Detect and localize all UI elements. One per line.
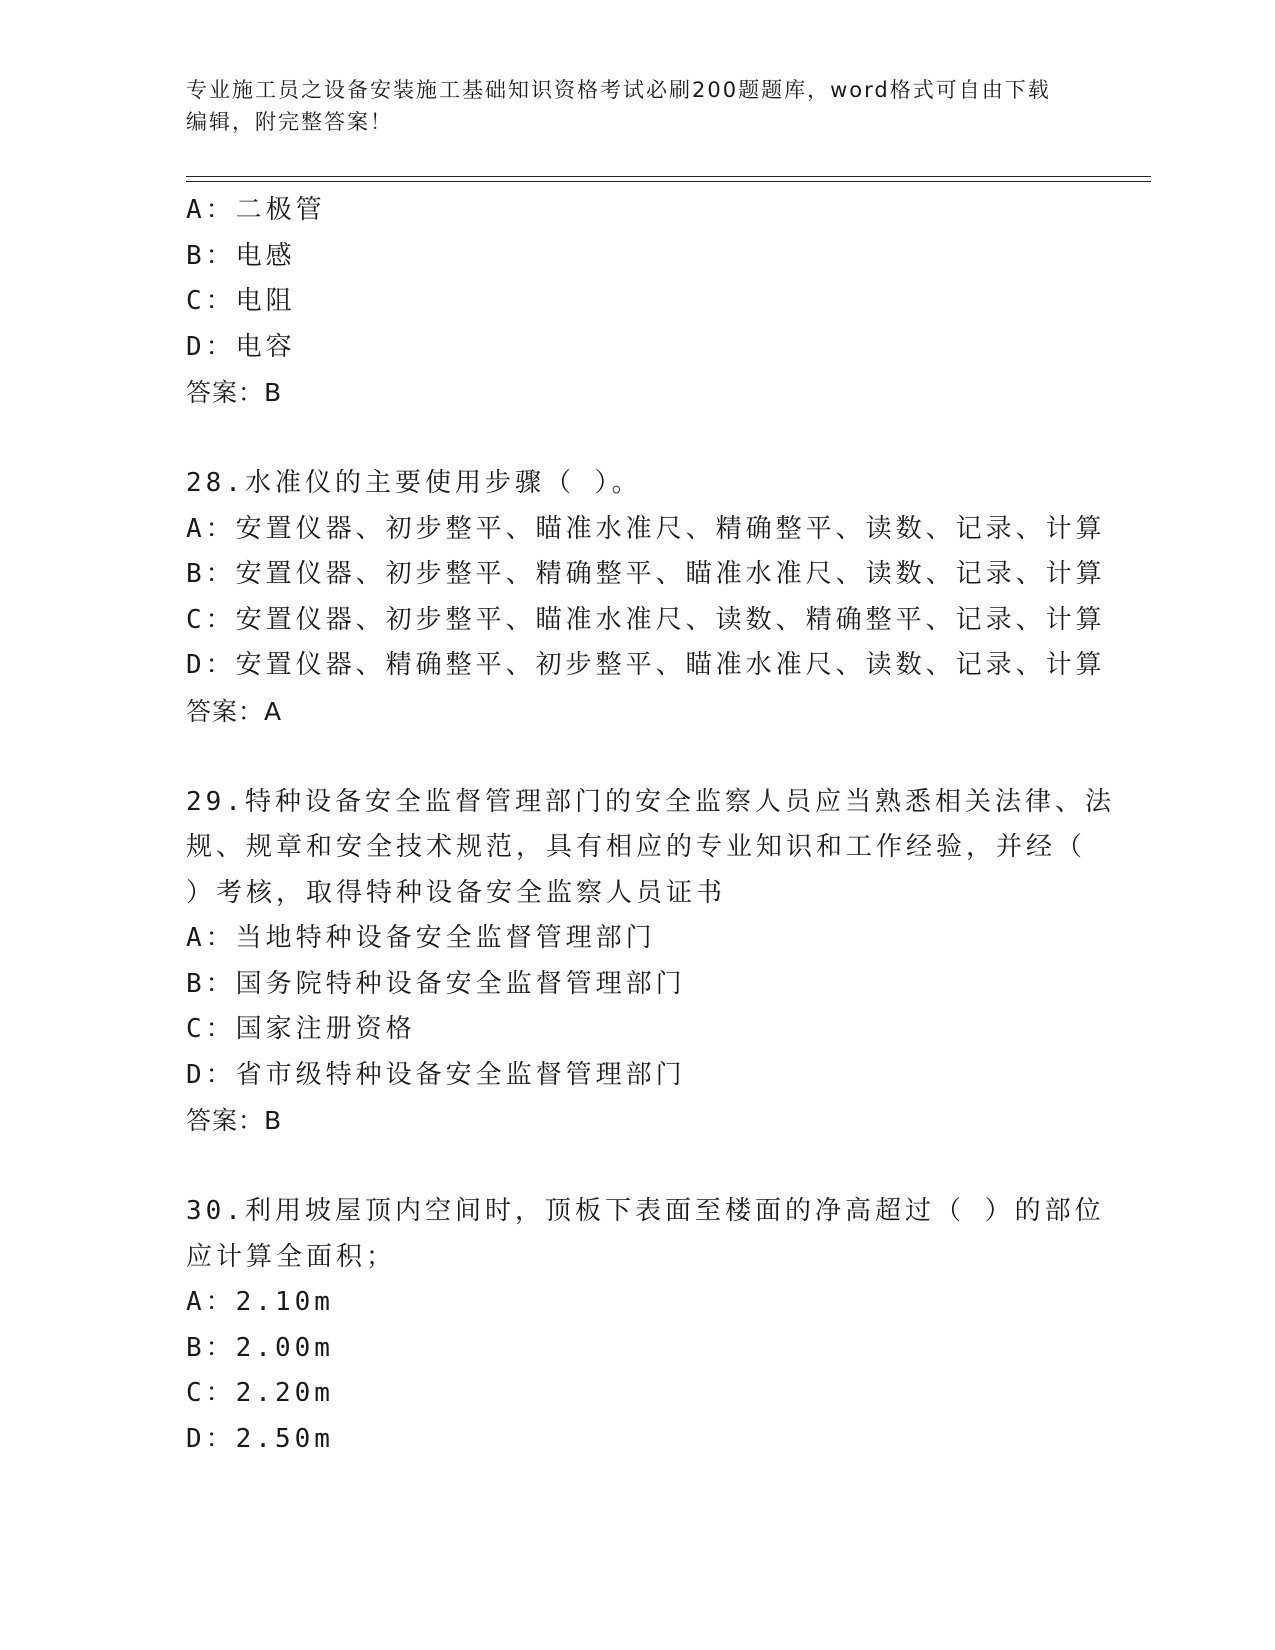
option-c: C：安置仪器、初步整平、瞄准水准尺、读数、精确整平、记录、计算 [186, 604, 1106, 635]
question-text-line-1: 29.特种设备安全监督管理部门的安全监察人员应当熟悉相关法律、法 [186, 786, 1115, 817]
option-b: B：电感 [186, 240, 296, 271]
option-a: A：2.10m [186, 1287, 334, 1317]
answer: 答案：B [186, 378, 283, 407]
option-a: A：当地特种设备安全监督管理部门 [186, 923, 656, 953]
option-c: C：电阻 [186, 286, 296, 316]
option-a: A：二极管 [186, 195, 326, 225]
answer: 答案：B [186, 1106, 283, 1135]
question-block-29 [186, 780, 1115, 1144]
option-b: B：安置仪器、初步整平、精确整平、瞄准水准尺、读数、记录、计算 [186, 559, 1106, 589]
question-text-line-1: 30.利用坡屋顶内空间时，顶板下表面至楼面的净高超过（ ）的部位 [186, 1196, 1105, 1226]
option-c: C：国家注册资格 [186, 1014, 416, 1044]
question-text: 28.水准仪的主要使用步骤（ ）。 [186, 468, 642, 498]
option-a: A：安置仪器、初步整平、瞄准水准尺、精确整平、读数、记录、计算 [186, 513, 1106, 544]
question-text-line-2: 规、规章和安全技术规范，具有相应的专业知识和工作经验，并经（ [186, 832, 1087, 862]
option-b: B：国务院特种设备安全监督管理部门 [186, 968, 686, 999]
question-block-30 [186, 1189, 1105, 1462]
question-block-28 [186, 461, 1106, 734]
question-text-line-3: ）考核，取得特种设备安全监察人员证书 [186, 877, 727, 908]
header-rule-top [186, 176, 1151, 177]
question-list [186, 188, 1115, 1462]
header-title: 专业施工员之设备安装施工基础知识资格考试必刷200题题库，word格式可自由下载编辑，附完整答案！ [186, 78, 1051, 134]
document-header [186, 74, 1066, 138]
option-d: D：安置仪器、精确整平、初步整平、瞄准水准尺、读数、记录、计算 [186, 650, 1106, 680]
option-c: C：2.20m [186, 1378, 334, 1408]
option-d: D：2.50m [186, 1423, 334, 1454]
question-text-line-2: 应计算全面积； [186, 1241, 397, 1272]
option-b: B：2.00m [186, 1332, 334, 1363]
question-block-27 [186, 188, 1086, 416]
answer: 答案：A [186, 696, 283, 726]
header-rule-bottom [186, 181, 1151, 182]
option-d: D：电容 [186, 331, 296, 362]
option-d: D：省市级特种设备安全监督管理部门 [186, 1059, 686, 1090]
